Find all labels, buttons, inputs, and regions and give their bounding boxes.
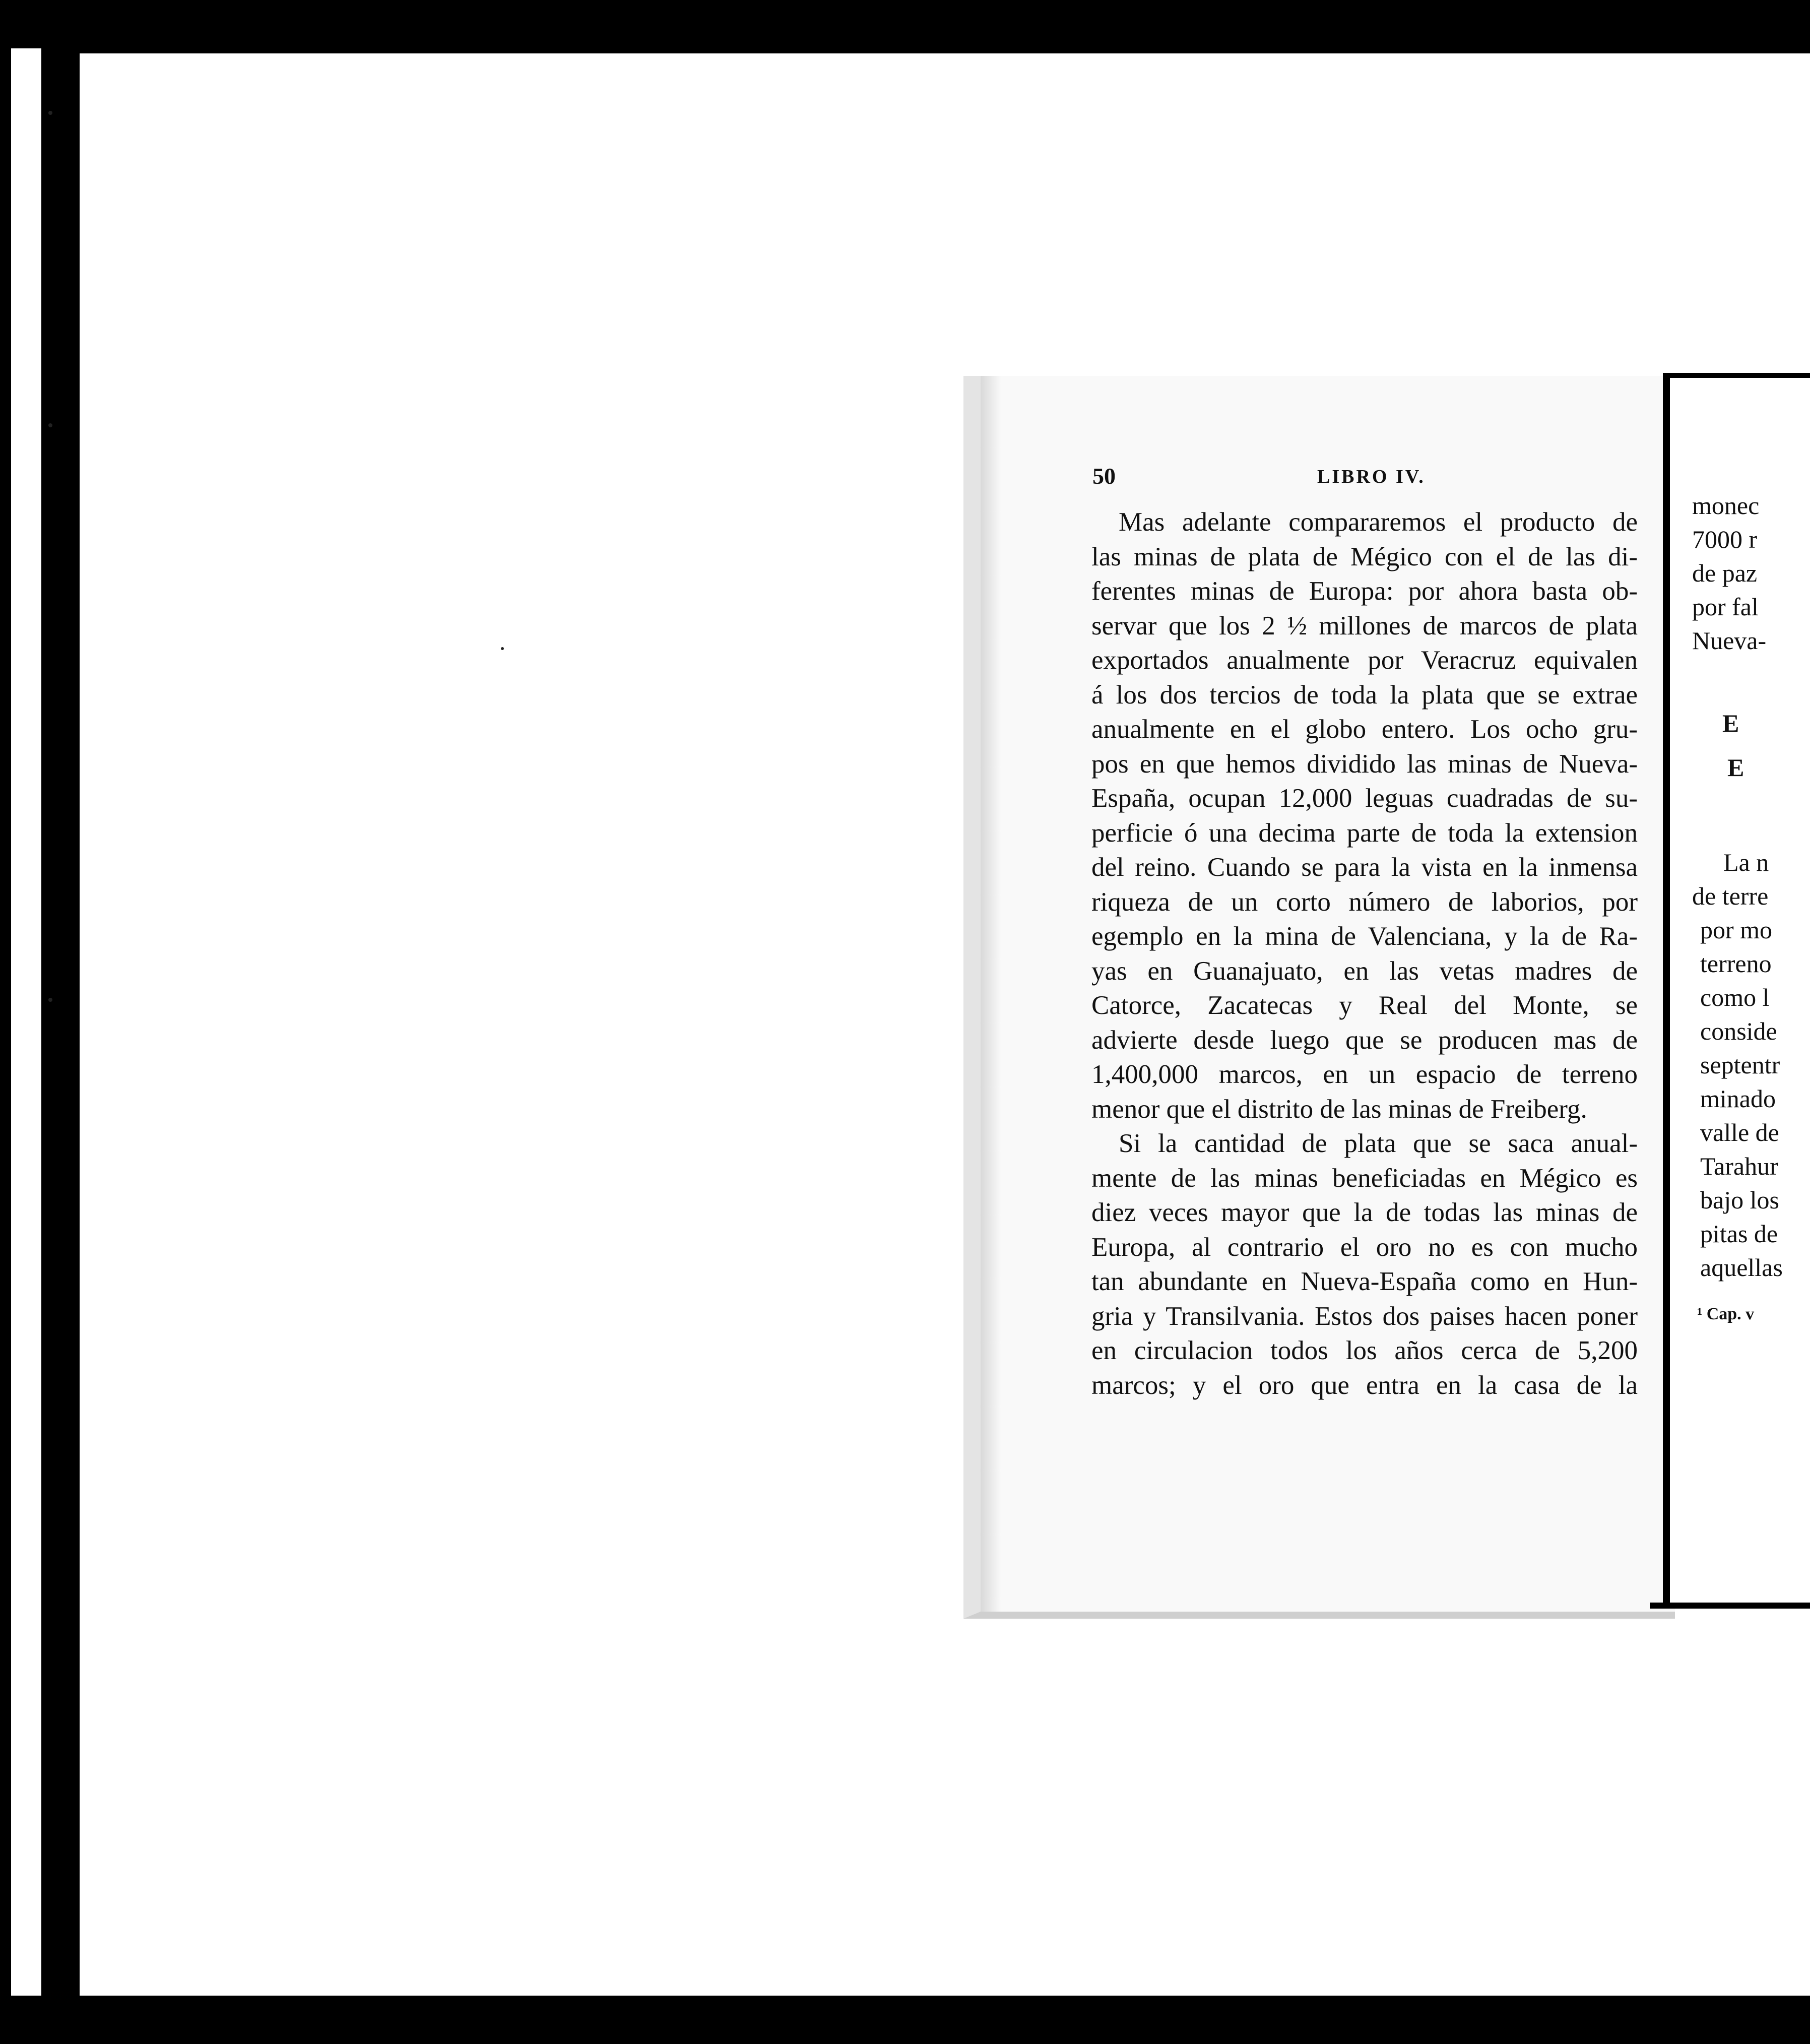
right-text-line: La n (1723, 848, 1769, 876)
text-line: Mas adelante compararemos el producto de (1119, 507, 1638, 537)
text-line: riqueza de un corto número de laborios, por (1091, 887, 1638, 917)
text-line: servar que los 2 ½ millones de marcos de plata (1091, 611, 1638, 641)
text-line: España, ocupan 12,000 leguas cuadradas de su- (1091, 784, 1638, 813)
right-text-line: 7000 r (1692, 525, 1758, 553)
text-line: advierte desde luego que se producen mas de (1091, 1025, 1638, 1055)
right-text-line: septentr (1700, 1051, 1780, 1079)
scan-speck (48, 423, 52, 427)
text-line: yas en Guanajuato, en las vetas madres de (1091, 956, 1638, 986)
right-text-line: bajo los (1700, 1186, 1779, 1214)
scan-speck (48, 998, 52, 1002)
text-line: del reino. Cuando se para la vista en la inmensa (1091, 853, 1638, 882)
text-line: Catorce, Zacatecas y Real del Monte, se (1091, 991, 1638, 1020)
right-text-line: conside (1700, 1017, 1777, 1045)
page-edge-shadow (981, 376, 1001, 1612)
text-line: mente de las minas beneficiadas en Mégico es (1091, 1163, 1638, 1193)
body-text (1091, 505, 1638, 1402)
text-line: egemplo en la mina de Valenciana, y la de Ra- (1091, 922, 1638, 951)
text-line: Si la cantidad de plata que se saca anual- (1119, 1129, 1638, 1158)
right-text-line: E (1727, 753, 1744, 782)
text-line: menor que el distrito de las minas de Freiberg. (1091, 1094, 1587, 1124)
page-number: 50 (1092, 463, 1116, 489)
text-line: anualmente en el globo entero. Los ocho gru- (1091, 715, 1638, 744)
text-line: á los dos tercios de toda la plata que se extrae (1091, 680, 1638, 710)
scan-frame-left-inner (41, 48, 80, 2004)
right-text-line: terreno (1700, 949, 1772, 978)
scan-frame-top (0, 0, 1810, 48)
text-line: gria y Transilvania. Estos dos paises hacen poner (1091, 1301, 1638, 1331)
right-text-line: de terre (1692, 882, 1769, 910)
text-line: marcos; y el oro que entra en la casa de la (1091, 1370, 1638, 1400)
text-line: pos en que hemos dividido las minas de Nueva- (1091, 749, 1638, 779)
right-text-line: E (1722, 709, 1739, 737)
text-line: tan abundante en Nueva-España como en Hun- (1091, 1267, 1638, 1296)
text-line: 1,400,000 marcos, en un espacio de terreno (1091, 1060, 1638, 1089)
text-line: las minas de plata de Mégico con el de las di- (1091, 542, 1638, 571)
right-text-line: monec (1692, 491, 1760, 520)
running-head: LIBRO IV. (1317, 466, 1426, 487)
text-line: Europa, al contrario el oro no es con mucho (1091, 1232, 1638, 1262)
right-text-line: como l (1700, 983, 1770, 1011)
text-line: perficie ó una decima parte de toda la extension (1091, 818, 1638, 848)
right-text-line: por fal (1692, 593, 1759, 621)
scan-frame-bottom (0, 1996, 1810, 2044)
right-text-line: aquellas (1700, 1253, 1783, 1282)
right-text-line: de paz (1692, 559, 1758, 587)
scan-frame-left-outer (0, 0, 11, 2044)
right-text-line: Nueva- (1692, 626, 1767, 655)
text-line: exportados anualmente por Veracruz equivalen (1091, 646, 1638, 675)
right-page-bottom-rule (1650, 1603, 1810, 1609)
right-text-line: minado (1700, 1084, 1776, 1113)
right-text-line: pitas de (1700, 1220, 1778, 1248)
right-text-line: Tarahur (1700, 1152, 1778, 1180)
text-line: diez veces mayor que la de todas las minas de (1091, 1198, 1638, 1227)
text-line: ferentes minas de Europa: por ahora basta ob- (1091, 577, 1638, 606)
text-line: en circulacion todos los años cerca de 5,200 (1091, 1336, 1638, 1365)
right-text-line: ¹ Cap. v (1697, 1305, 1755, 1323)
right-page-top-rule (1670, 373, 1810, 378)
right-text-line: valle de (1700, 1118, 1779, 1146)
page-header (1092, 463, 1637, 493)
scan-speck (501, 647, 504, 650)
right-text-line: por mo (1700, 916, 1773, 944)
scan-speck (48, 111, 52, 115)
